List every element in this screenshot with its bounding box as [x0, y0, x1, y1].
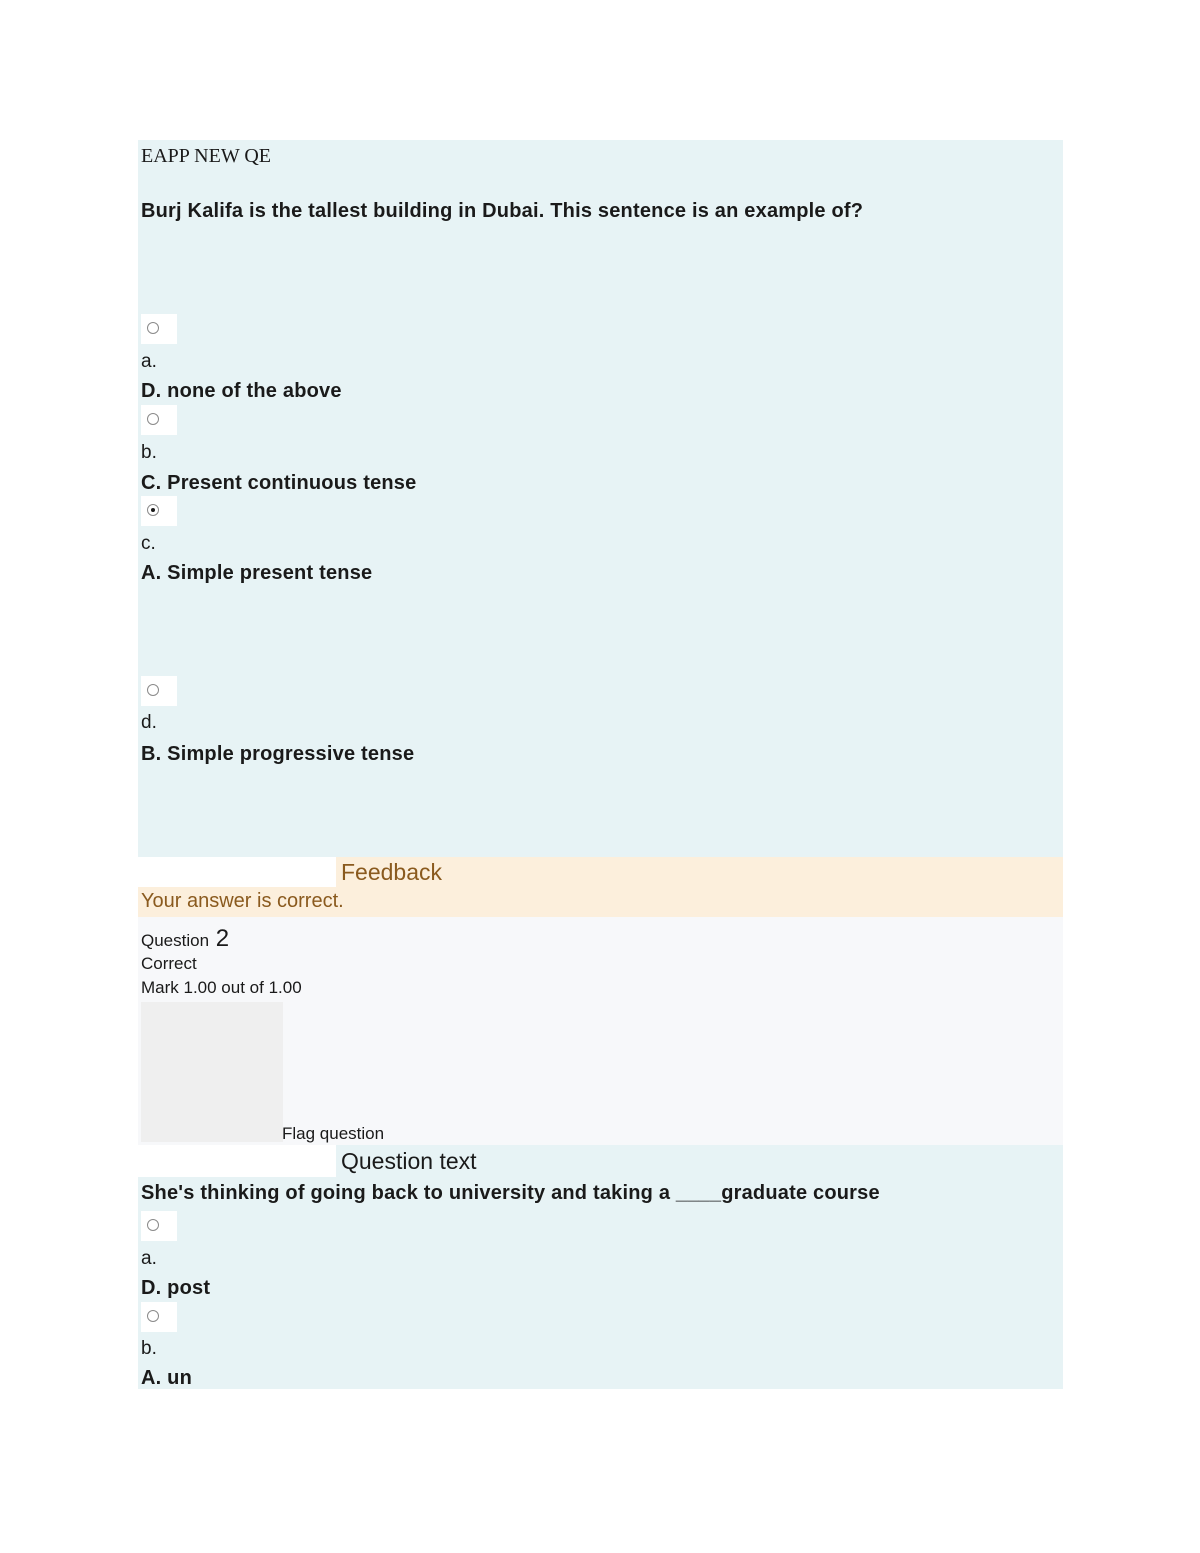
radio-checked-icon — [147, 504, 159, 516]
radio-unchecked-icon — [147, 1219, 159, 1231]
feedback-text: Your answer is correct. — [141, 890, 344, 912]
quiz-review-page — [138, 140, 1063, 1389]
option-b-label[interactable]: C. Present continuous tense — [141, 472, 417, 494]
question-1-block — [138, 140, 1063, 857]
radio-unchecked-icon — [147, 1310, 159, 1322]
question-number-label — [141, 925, 229, 953]
q2-option-a-letter: a. — [141, 1248, 157, 1269]
radio-unchecked-icon — [147, 684, 159, 696]
question-2-text: She's thinking of going back to university and taking a ____graduate course — [141, 1182, 880, 1204]
option-a-radio[interactable] — [141, 314, 177, 344]
option-c-letter: c. — [141, 533, 156, 554]
radio-unchecked-icon — [147, 322, 159, 334]
document-title: EAPP NEW QE — [141, 145, 271, 167]
option-c-radio[interactable] — [141, 496, 177, 526]
option-a-letter: a. — [141, 351, 157, 372]
question-2-info — [138, 917, 1063, 1145]
question-2-block — [138, 1177, 1063, 1389]
option-d-label[interactable]: B. Simple progressive tense — [141, 743, 415, 765]
option-d-radio[interactable] — [141, 676, 177, 706]
radio-unchecked-icon — [147, 413, 159, 425]
flag-question-box[interactable] — [141, 1002, 283, 1142]
q2-option-b-radio[interactable] — [141, 1302, 177, 1332]
question-mark: Mark 1.00 out of 1.00 — [141, 978, 302, 997]
question-text-title: Question text — [341, 1148, 477, 1174]
option-b-radio[interactable] — [141, 405, 177, 435]
q2-option-a-label[interactable]: D. post — [141, 1277, 211, 1299]
question-text-header — [138, 1145, 1063, 1177]
option-a-label[interactable]: D. none of the above — [141, 380, 342, 402]
option-c-label[interactable]: A. Simple present tense — [141, 562, 373, 584]
option-d-letter: d. — [141, 712, 157, 733]
question-label: Question — [141, 931, 210, 950]
question-state: Correct — [141, 954, 197, 973]
q2-option-b-letter: b. — [141, 1338, 157, 1359]
question-1-text: Burj Kalifa is the tallest building in Dubai. This sentence is an example of? — [141, 200, 864, 222]
flag-question-link[interactable]: Flag question — [282, 1124, 385, 1143]
option-b-letter: b. — [141, 442, 157, 463]
q2-option-a-radio[interactable] — [141, 1211, 177, 1241]
feedback-title: Feedback — [341, 859, 443, 885]
q2-option-b-label[interactable]: A. un — [141, 1367, 192, 1389]
question-number: 2 — [215, 925, 230, 952]
feedback-header — [138, 857, 1063, 887]
feedback-header-band — [336, 857, 1063, 887]
feedback-body — [138, 887, 1063, 917]
